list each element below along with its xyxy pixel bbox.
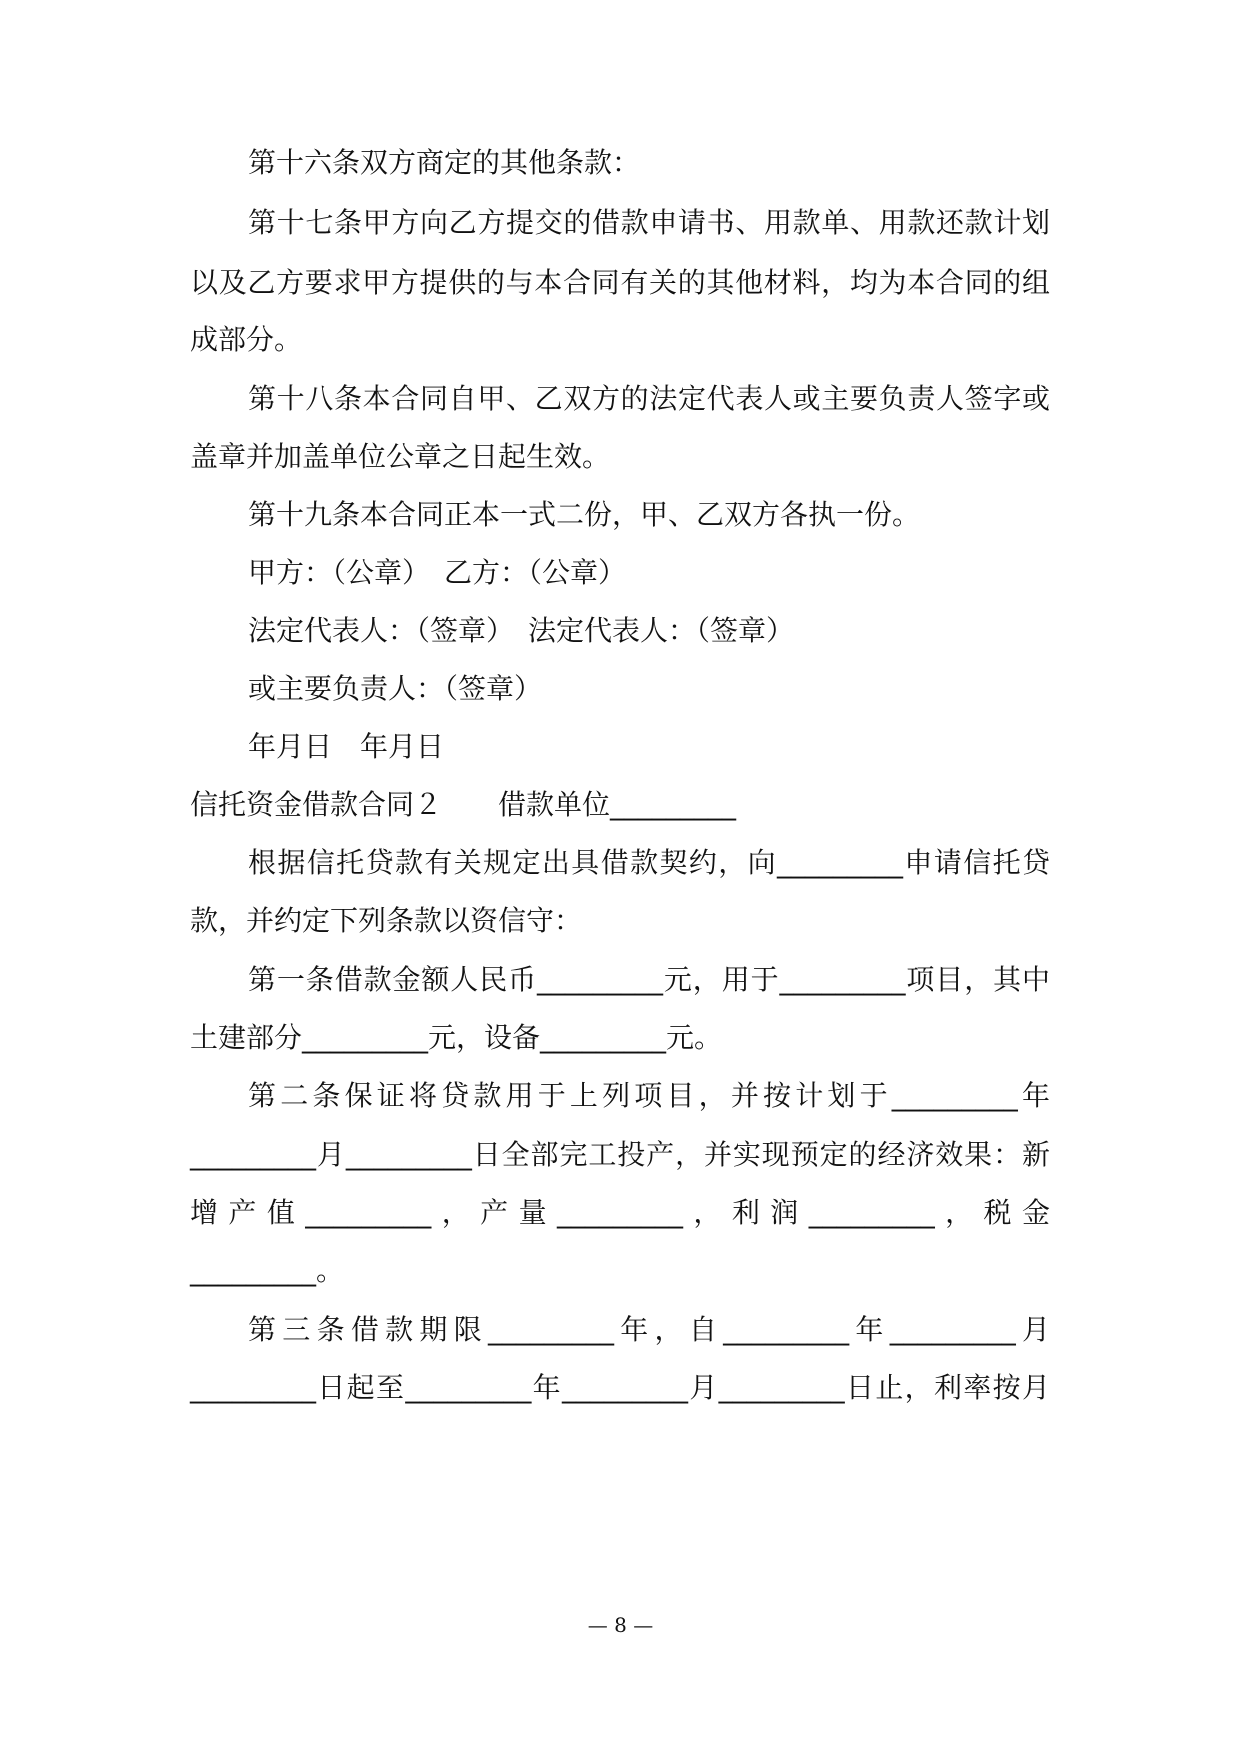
clause-16: 第十六条双方商定的其他条款： bbox=[248, 146, 641, 179]
article-2-line-1: 第二条保证将贷款用于上列项目，并按计划于_________年 bbox=[248, 1079, 1050, 1112]
preamble-line-1: 根据信托贷款有关规定出具借款契约，向_________申请信托贷 bbox=[248, 846, 1050, 879]
party-seal-line: 甲方：（公章） 乙方：（公章） bbox=[248, 556, 627, 589]
article-3-line-1: 第三条借款期限_________年，自_________年_________月 bbox=[248, 1313, 1050, 1346]
article-1-line-2: 土建部分_________元，设备_________元。 bbox=[190, 1021, 723, 1054]
clause-19: 第十九条本合同正本一式二份，甲、乙双方各执一份。 bbox=[248, 498, 921, 531]
clause-18-line-1: 第十八条本合同自甲、乙双方的法定代表人或主要负责人签字或 bbox=[248, 382, 1050, 415]
clause-17-line-3: 成部分。 bbox=[190, 323, 303, 356]
date-line: 年月日 年月日 bbox=[248, 730, 445, 763]
contract-2-title: 信托资金借款合同２ 借款单位_________ bbox=[190, 788, 737, 821]
article-2-line-3: 增产值_________，产量_________，利润_________，税金 bbox=[190, 1196, 1050, 1229]
article-1-line-1: 第一条借款金额人民币_________元，用于_________项目，其中 bbox=[248, 963, 1050, 996]
clause-18-line-2: 盖章并加盖单位公章之日起生效。 bbox=[190, 440, 611, 473]
page-number: — 8 — bbox=[587, 1613, 654, 1637]
preamble-line-2: 款，并约定下列条款以资信守： bbox=[190, 904, 583, 937]
clause-17-line-2: 以及乙方要求甲方提供的与本合同有关的其他材料，均为本合同的组 bbox=[190, 266, 1050, 299]
clause-17-line-1: 第十七条甲方向乙方提交的借款申请书、用款单、用款还款计划 bbox=[248, 206, 1050, 239]
article-3-line-2: _________日起至_________年_________月_________日止，利率按月 bbox=[190, 1371, 1050, 1404]
article-2-line-4: _________。 bbox=[190, 1254, 345, 1287]
article-2-line-2: _________月_________日全部完工投产，并实现预定的经济效果：新 bbox=[190, 1138, 1050, 1171]
legal-rep-line: 法定代表人：（签章） 法定代表人：（签章） bbox=[248, 614, 795, 647]
principal-line: 或主要负责人：（签章） bbox=[248, 672, 543, 705]
